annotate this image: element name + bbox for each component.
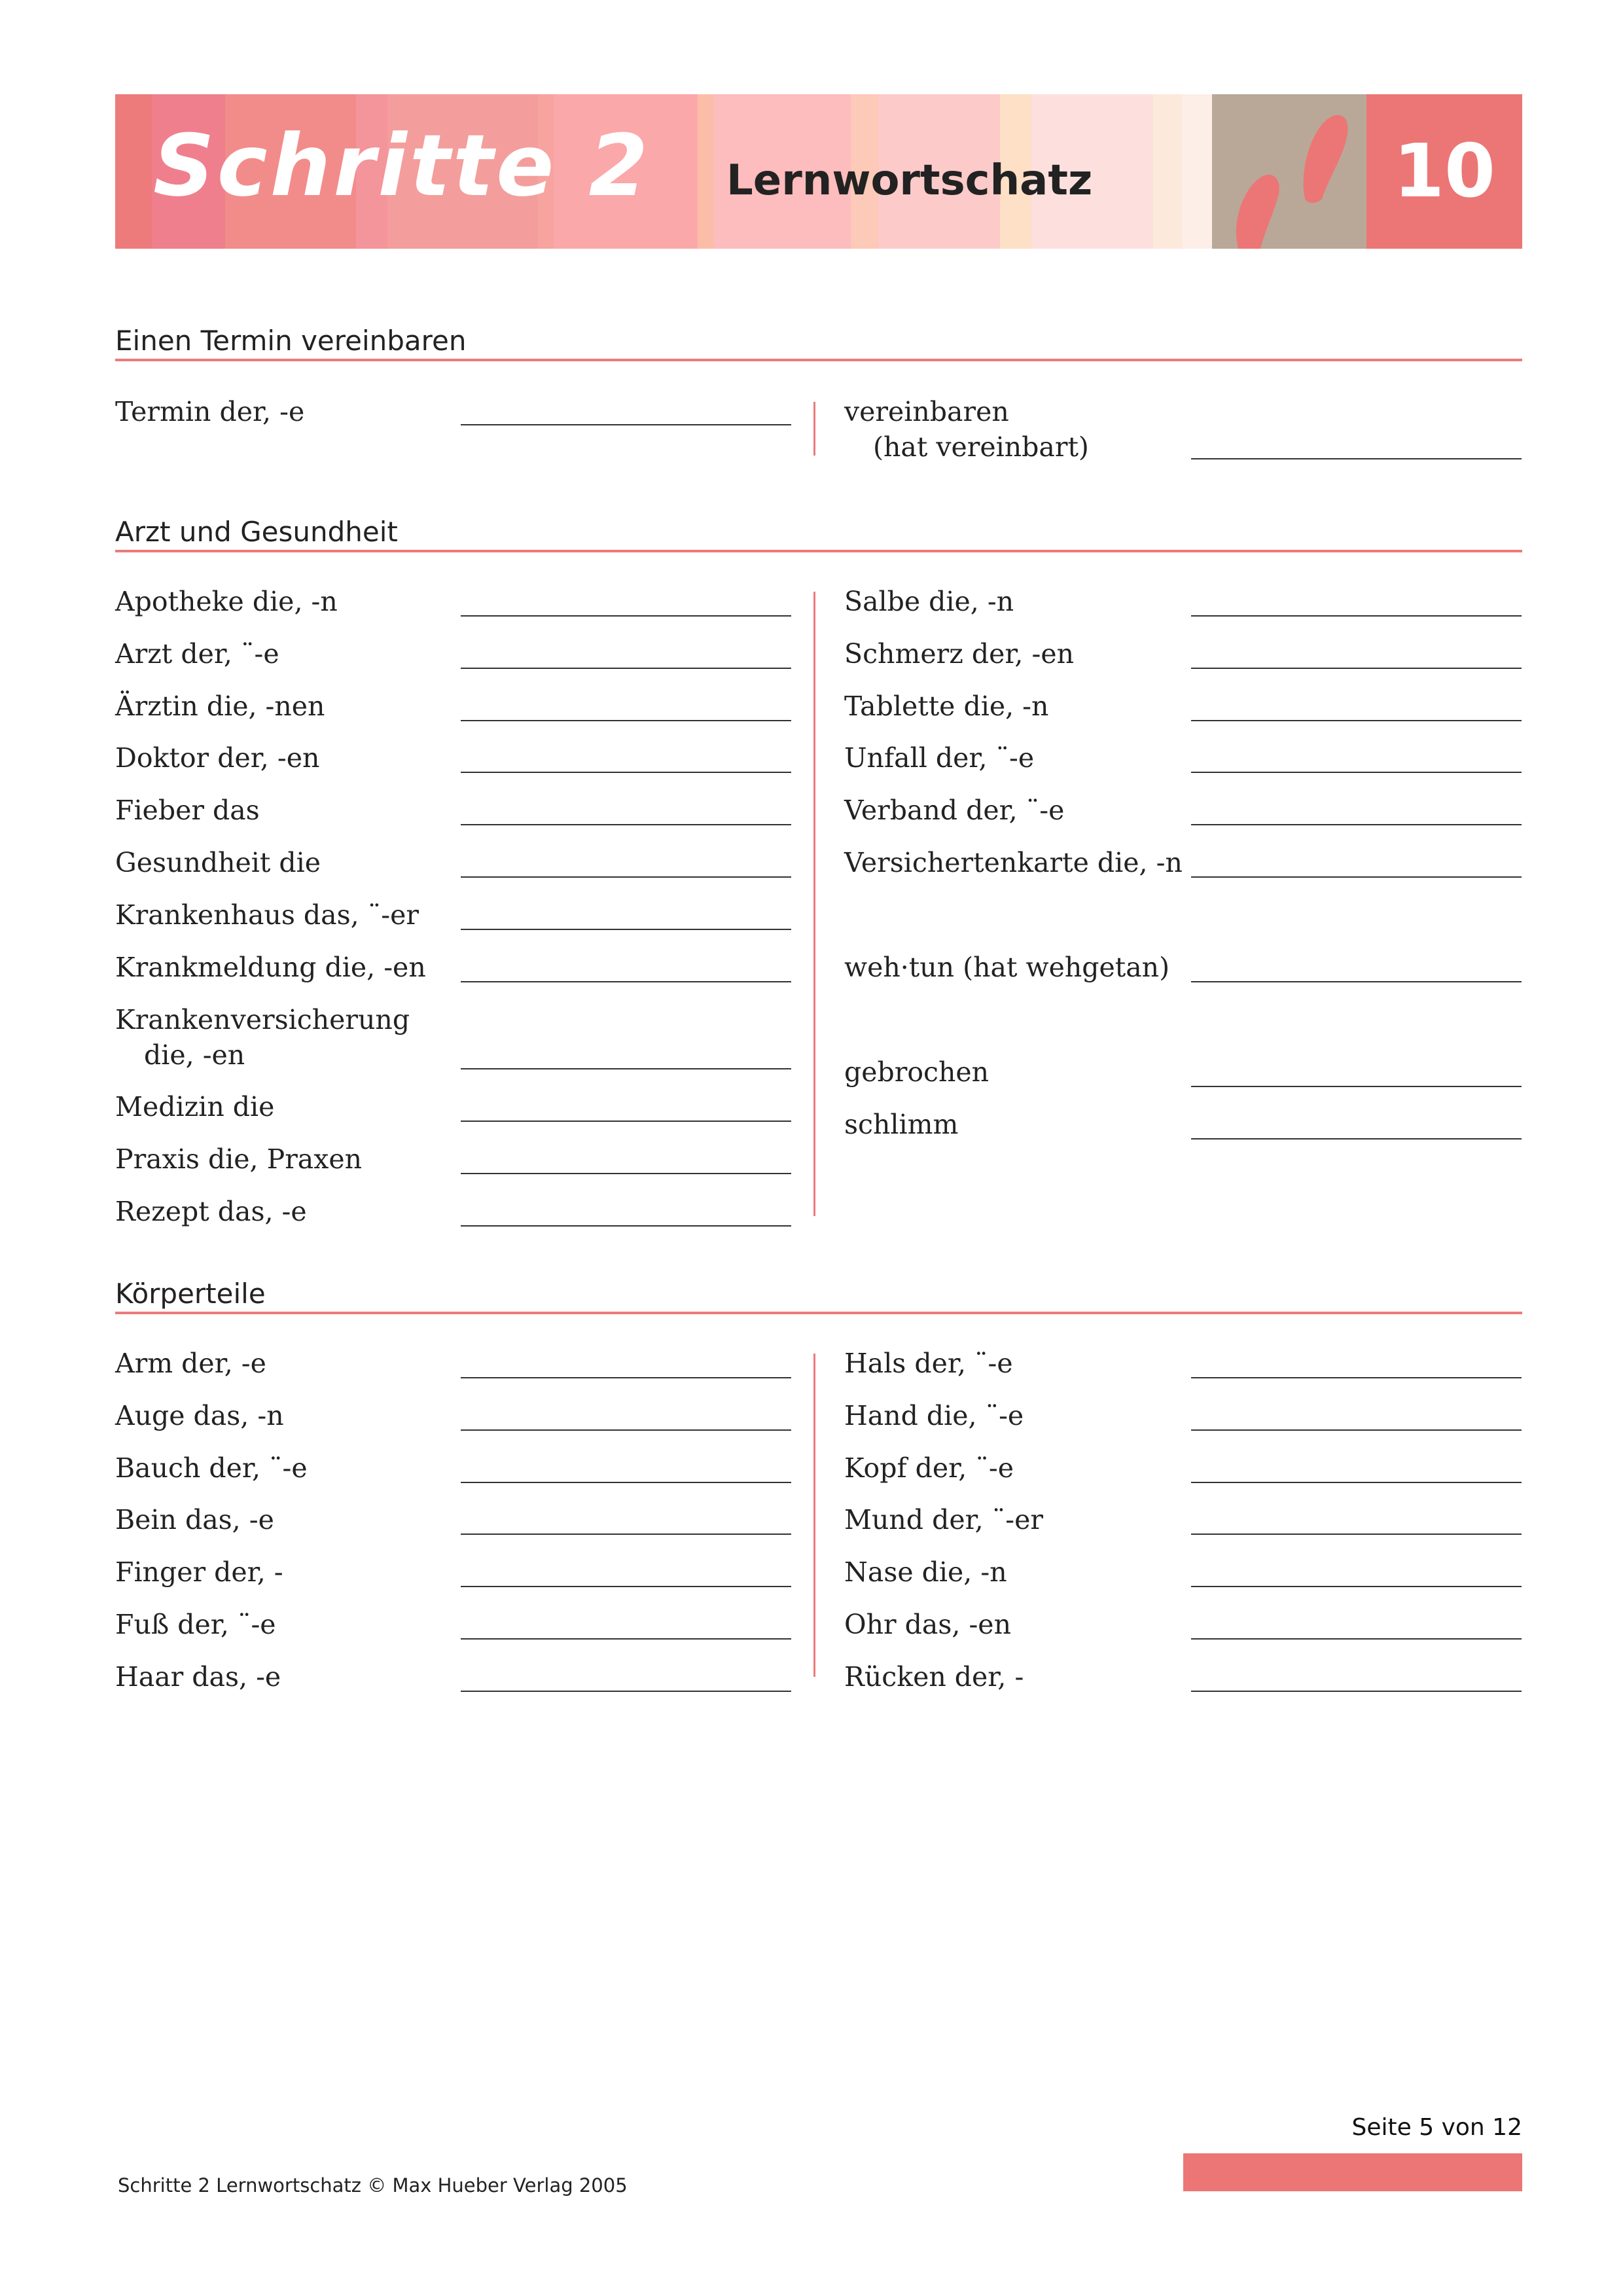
answer-line[interactable] [461, 1429, 791, 1431]
answer-line[interactable] [461, 1691, 791, 1692]
vocab-entry: Rücken der, - [844, 1661, 1024, 1693]
vocab-entry: Fuß der, ¨-e [115, 1609, 276, 1640]
chapter-number-box [1366, 94, 1522, 249]
vocab-entry: Mund der, ¨-er [844, 1504, 1043, 1535]
answer-line[interactable] [1191, 615, 1522, 617]
vocab-entry [844, 394, 1089, 465]
vocab-entry: Doktor der, -en [115, 742, 320, 774]
vocab-entry: Versichertenkarte die, -n [844, 847, 1183, 878]
section-rule [115, 1312, 1522, 1314]
vocab-entry: Verband der, ¨-e [844, 795, 1065, 826]
copyright-notice: Schritte 2 Lernwortschatz © Max Hueber Verlag 2005 [118, 2174, 628, 2197]
answer-line[interactable] [461, 929, 791, 930]
answer-line[interactable] [461, 1121, 791, 1122]
vocab-entry: Apotheke die, -n [115, 586, 338, 617]
section-title-termin: Einen Termin vereinbaren [115, 325, 467, 357]
answer-line[interactable] [461, 981, 791, 982]
vocab-entry-line1: vereinbaren [844, 396, 1009, 427]
footprints-box [1212, 94, 1366, 249]
answer-line[interactable] [1191, 772, 1522, 773]
answer-line[interactable] [1191, 1586, 1522, 1587]
vocab-entry: Krankmeldung die, -en [115, 952, 426, 983]
vocab-entry: Krankenhaus das, ¨-er [115, 899, 419, 931]
answer-line[interactable] [461, 1225, 791, 1227]
section-title-koerperteile: Körperteile [115, 1278, 266, 1310]
answer-line[interactable] [461, 720, 791, 721]
section-title-arzt: Arzt und Gesundheit [115, 516, 398, 548]
section-rule [115, 550, 1522, 552]
answer-line[interactable] [461, 824, 791, 825]
color-stripes [115, 94, 1212, 249]
page-number: Seite 5 von 12 [1351, 2114, 1522, 2141]
answer-line[interactable] [461, 1482, 791, 1483]
answer-line[interactable] [461, 1173, 791, 1174]
answer-line[interactable] [1191, 1138, 1522, 1139]
vocab-entry: Praxis die, Praxen [115, 1143, 363, 1175]
answer-line[interactable] [1191, 876, 1522, 878]
answer-line[interactable] [461, 772, 791, 773]
vocab-entry: Hand die, ¨-e [844, 1400, 1024, 1431]
answer-line[interactable] [461, 668, 791, 669]
answer-line[interactable] [1191, 824, 1522, 825]
section-rule [115, 359, 1522, 361]
vocab-entry: Rezept das, -e [115, 1196, 307, 1227]
vocab-entry: Medizin die [115, 1091, 275, 1122]
vocab-entry: Unfall der, ¨-e [844, 742, 1035, 774]
answer-line[interactable] [461, 1534, 791, 1535]
vocab-entry: Arm der, -e [115, 1348, 266, 1379]
answer-line[interactable] [461, 424, 791, 425]
vocab-entry: Finger der, - [115, 1556, 283, 1588]
column-divider [813, 402, 815, 456]
answer-line[interactable] [1191, 668, 1522, 669]
vocab-entry: Termin der, -e [115, 396, 305, 427]
vocab-entry: Fieber das [115, 795, 260, 826]
column-divider [813, 1354, 815, 1677]
vocab-entry-line2: (hat vereinbart) [873, 431, 1089, 463]
answer-line[interactable] [1191, 1691, 1522, 1692]
document-title: Lernwortschatz [726, 156, 1093, 205]
answer-line[interactable] [461, 876, 791, 878]
vocab-entry: Tablette die, -n [844, 691, 1049, 722]
answer-line[interactable] [1191, 720, 1522, 721]
vocab-entry: Nase die, -n [844, 1556, 1007, 1588]
vocab-entry-line2: die, -en [144, 1039, 245, 1071]
vocab-entry: Haar das, -e [115, 1661, 281, 1693]
vocab-entry: weh·tun (hat wehgetan) [844, 952, 1170, 983]
vocab-entry: schlimm [844, 1109, 959, 1140]
vocab-entry: Gesundheit die [115, 847, 321, 878]
answer-line[interactable] [1191, 1638, 1522, 1640]
vocab-entry: Arzt der, ¨-e [115, 638, 279, 670]
answer-line[interactable] [1191, 1534, 1522, 1535]
vocab-entry: Hals der, ¨-e [844, 1348, 1013, 1379]
footprints-icon [1212, 94, 1366, 249]
vocab-entry-line1: Krankenversicherung [115, 1004, 410, 1035]
answer-line[interactable] [1191, 981, 1522, 982]
answer-line[interactable] [461, 1068, 791, 1069]
answer-line[interactable] [461, 1638, 791, 1640]
vocab-entry: Bein das, -e [115, 1504, 274, 1535]
brand-logo: Schritte 2 [153, 116, 651, 215]
vocab-entry [115, 1002, 410, 1073]
column-divider [813, 592, 815, 1216]
vocab-entry: Ärztin die, -nen [115, 691, 325, 722]
vocab-entry: Schmerz der, -en [844, 638, 1075, 670]
vocab-entry: gebrochen [844, 1056, 990, 1088]
answer-line[interactable] [1191, 1086, 1522, 1087]
answer-line[interactable] [1191, 458, 1522, 459]
vocab-entry: Salbe die, -n [844, 586, 1014, 617]
answer-line[interactable] [461, 1586, 791, 1587]
header-banner [115, 94, 1522, 249]
chapter-number: 10 [1393, 129, 1495, 214]
vocab-entry: Kopf der, ¨-e [844, 1452, 1014, 1484]
vocab-entry: Bauch der, ¨-e [115, 1452, 308, 1484]
answer-line[interactable] [1191, 1482, 1522, 1483]
vocab-entry: Ohr das, -en [844, 1609, 1011, 1640]
answer-line[interactable] [461, 615, 791, 617]
answer-line[interactable] [461, 1377, 791, 1378]
footer-color-bar [1183, 2153, 1522, 2191]
answer-line[interactable] [1191, 1429, 1522, 1431]
answer-line[interactable] [1191, 1377, 1522, 1378]
vocab-entry: Auge das, -n [115, 1400, 284, 1431]
